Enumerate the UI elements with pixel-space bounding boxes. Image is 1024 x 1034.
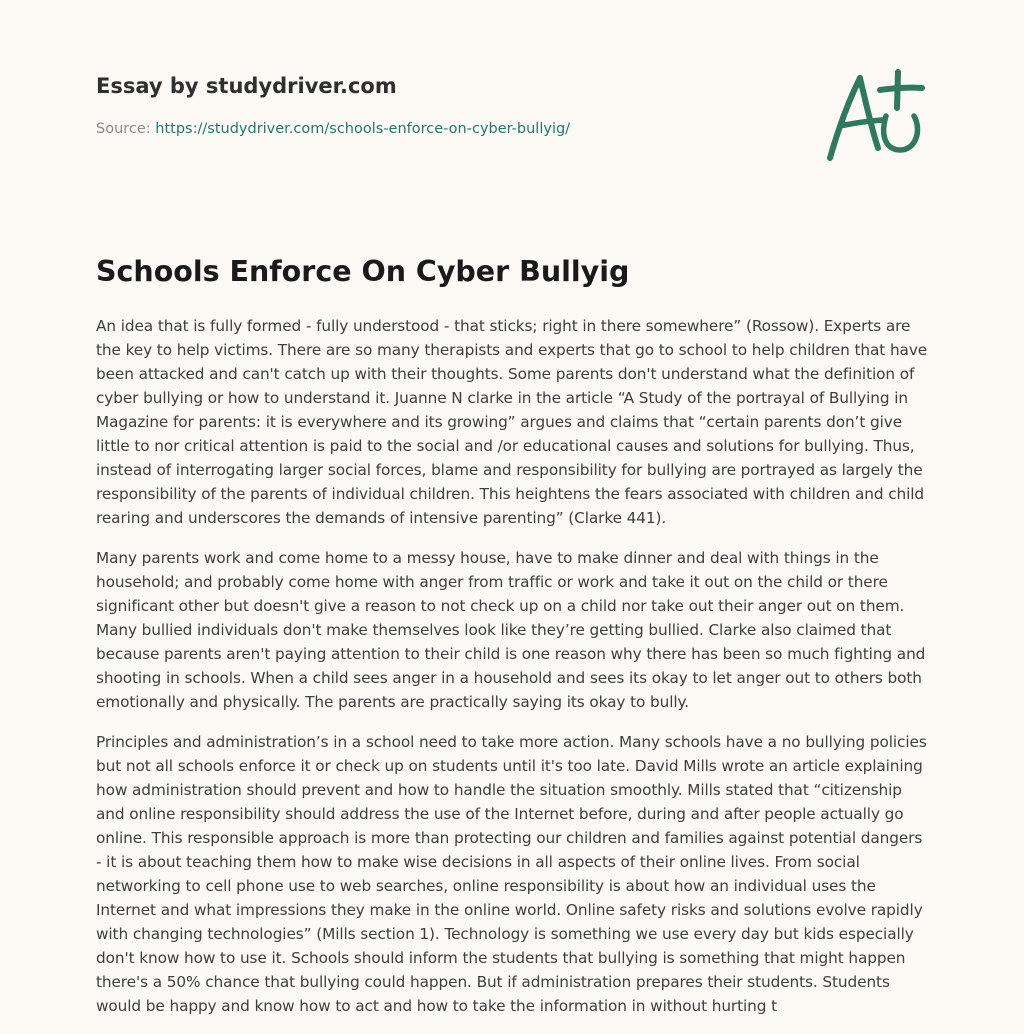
paragraph: An idea that is fully formed - fully understood - that sticks; right in there somewhere” (Rossow). Experts are the key to help victims. There are so many therapists and experts that go to school to help children that have been attacked and can't catch up with their thoughts. Some parents don't understand what the definition of cyber bullying or how to understand it. Juanne N clarke in the article “A Study of the portrayal of Bullying in Magazine for parents: it is everywhere and its growing” argues and claims that “certain parents don’t give little to nor critical attention is paid to the social and /or educational causes and solutions for bullying. Thus, instead of interrogating larger social forces, blame and responsibility for bullying are portrayed as largely the responsibility of the parents of individual children. This heightens the fears associated with children and child rearing and underscores the demands of intensive parenting” (Clarke 441). xyxy=(96,317,928,527)
article-title: Schools Enforce On Cyber Bullyig xyxy=(96,255,630,288)
page-header xyxy=(96,74,796,139)
paragraph: Many parents work and come home to a messy house, have to make dinner and deal with things in the household; and probably come home with anger from traffic or work and take it out on the child or there significant other but doesn't give a reason to not check up on a child nor take out their anger out on them. Many bullied individuals don't make themselves look like they’re getting bullied. Clarke also claimed that because parents aren't paying attention to their child is one reason why there has been so much fighting and shooting in schools. When a child sees anger in a household and sees its okay to let anger out to others both emotionally and physically. The parents are practically saying its okay to bully. xyxy=(96,549,926,711)
a-plus-logo-icon xyxy=(818,66,930,166)
paragraph: Principles and administration’s in a school need to take more action. Many schools have a no bullying policies but not all schools enforce it or check up on students until it's too late. David Mills wrote an article explaining how administration should prevent and how to handle the situation smoothly. Mills stated that “citizenship and online responsibility should address the use of the Internet before, during and after people actually go online. This responsible approach is more than protecting our children and families against potential dangers - it is about teaching them how to make wise decisions in all aspects of their online lives. From social networking to cell phone use to web searches, online responsibility is about how an individual uses the Internet and what impressions they make in the online world. Online safety risks and solutions evolve rapidly with changing technologies” (Mills section 1). Technology is something we use every day but kids especially don't know how to use it. Schools should inform the students that bullying is something that might happen there's a 50% chance that bullying could happen. But if administration prepares their students. Students would be happy and know how to act and how to take the information in without hurting t xyxy=(96,733,927,1015)
source-link[interactable]: https://studydriver.com/schools-enforce-on-cyber-bullyig/ xyxy=(155,121,571,138)
source-line xyxy=(96,121,796,138)
source-label: Source: xyxy=(96,121,156,138)
brand-title: Essay by studydriver.com xyxy=(96,74,397,98)
article-body xyxy=(96,314,932,1034)
